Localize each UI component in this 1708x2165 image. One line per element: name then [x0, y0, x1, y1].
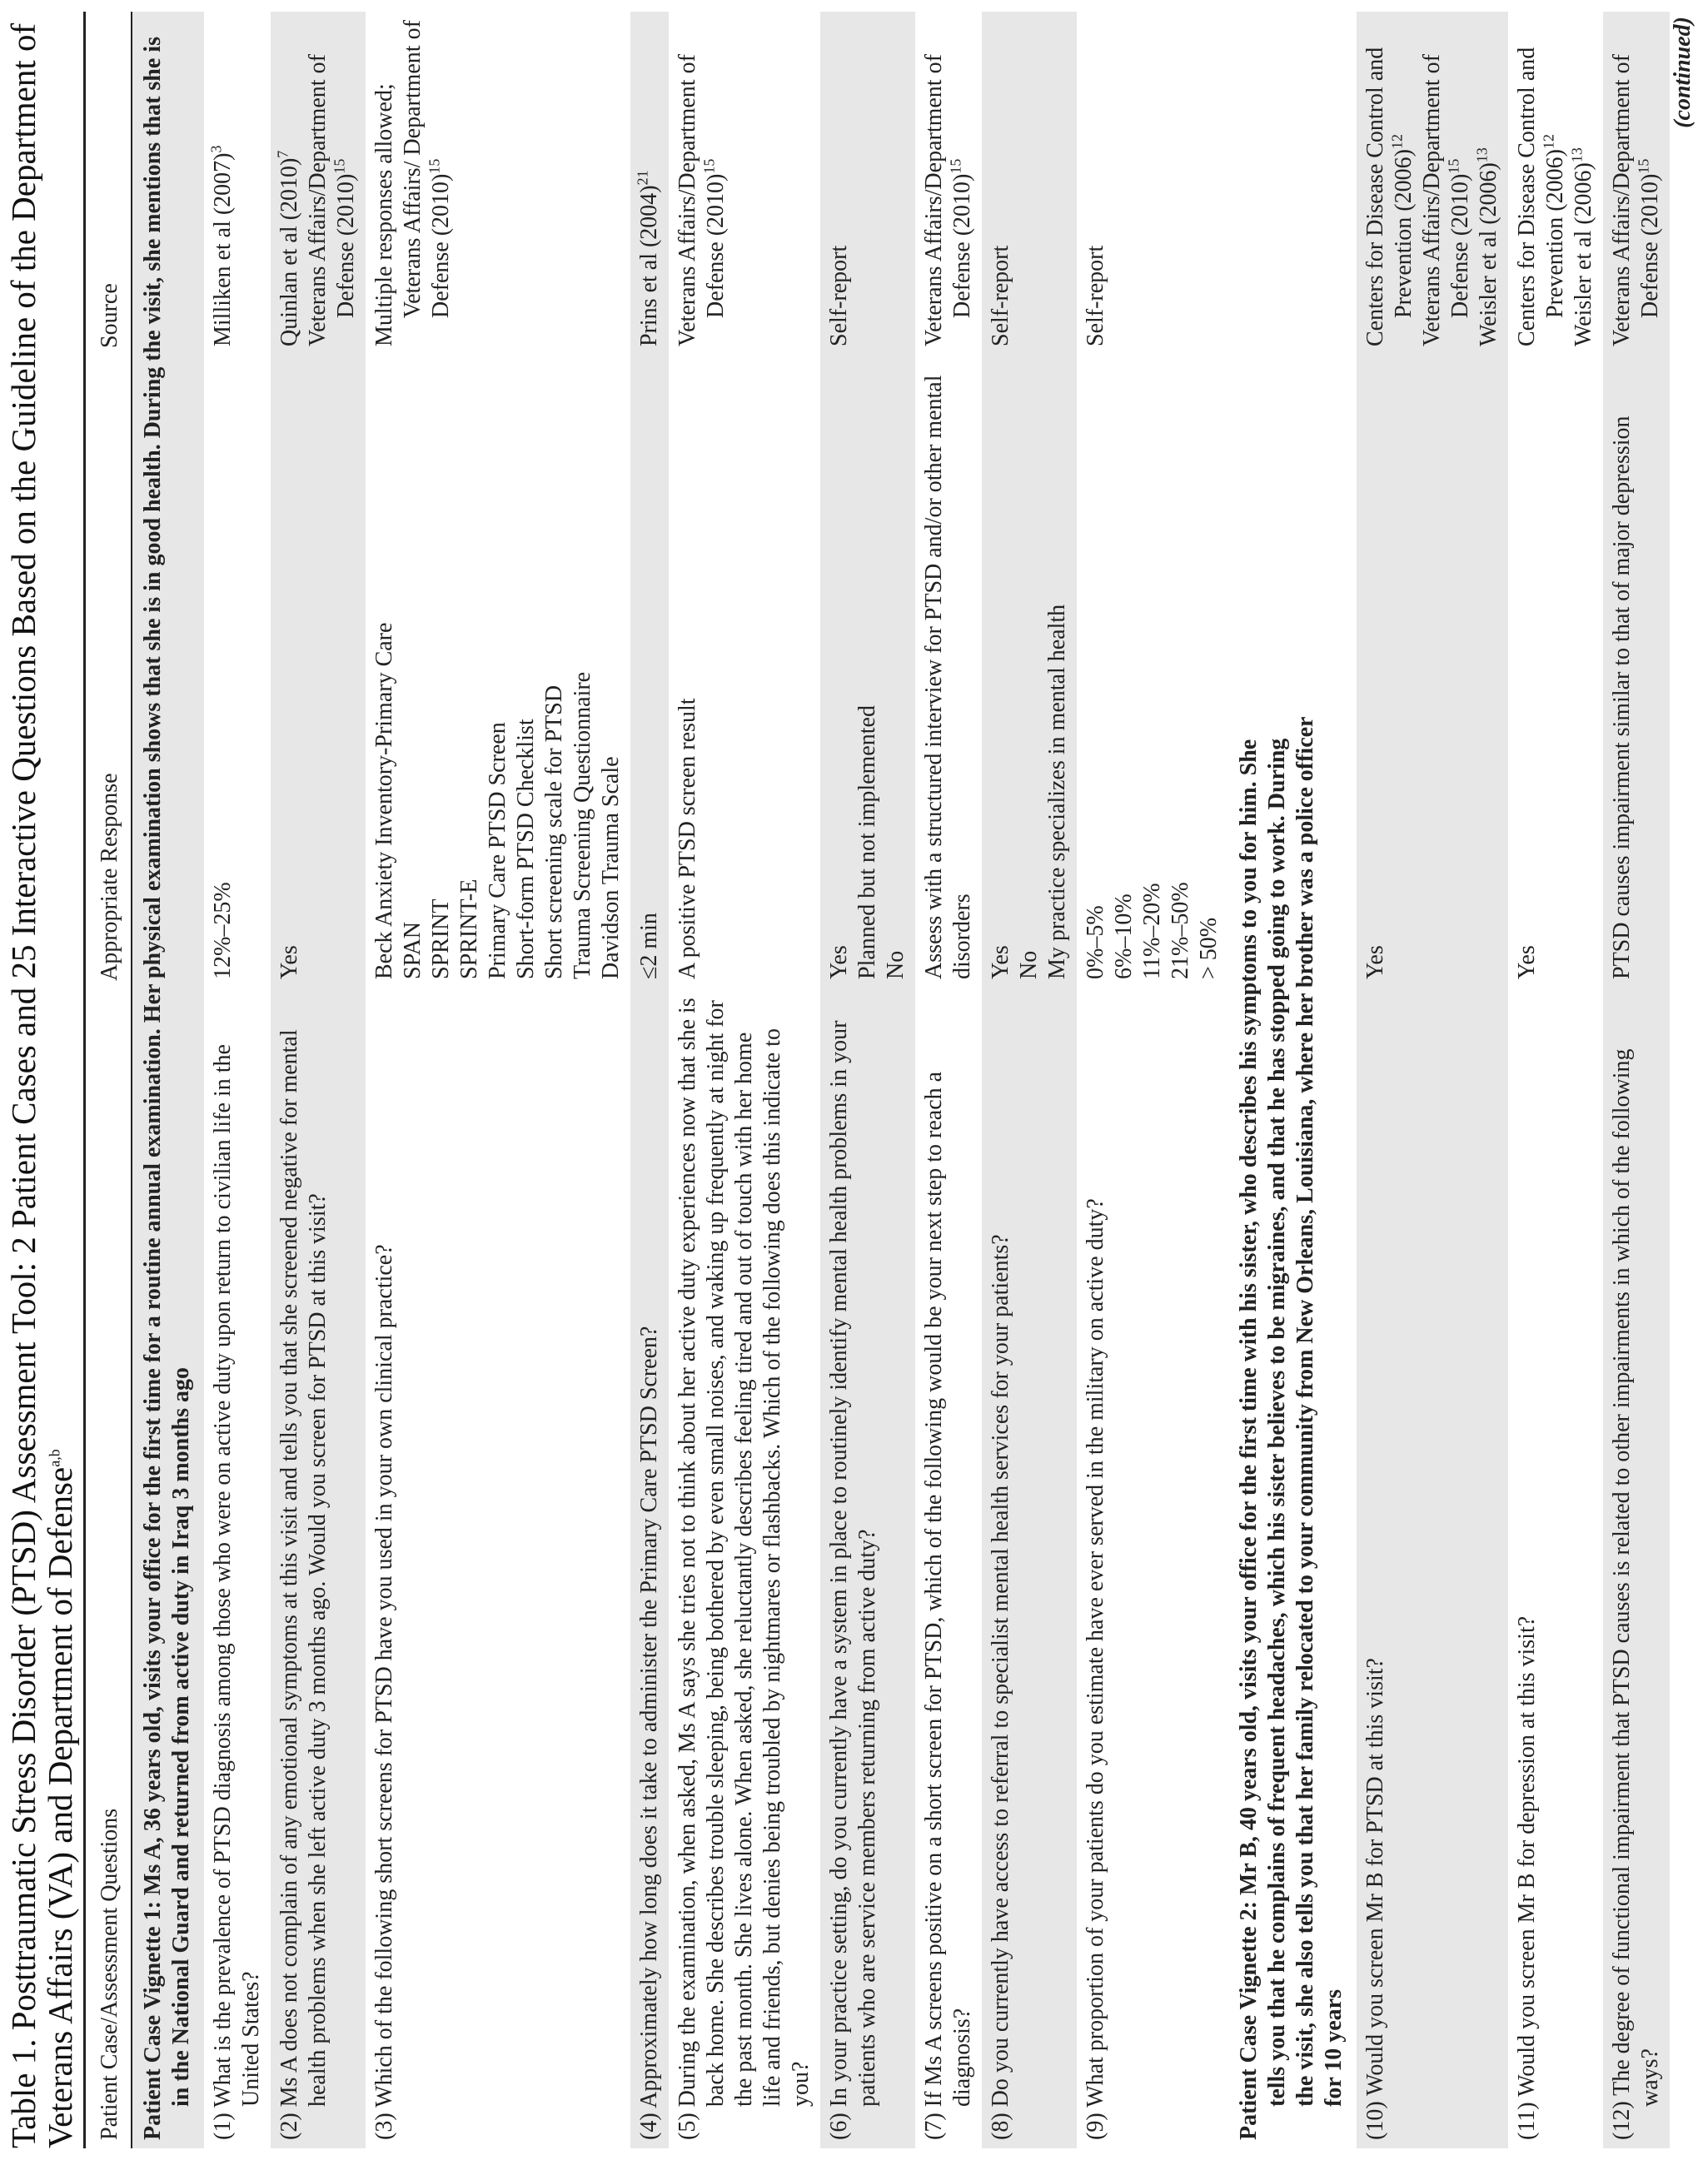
source-citation — [920, 20, 977, 346]
reference-number: 12 — [1388, 134, 1406, 150]
source-cell — [366, 12, 630, 356]
source-citation — [276, 20, 304, 346]
source-text: Weisler et al (2006) — [1571, 162, 1596, 346]
source-citation — [1082, 20, 1110, 346]
source-citation — [1418, 20, 1475, 346]
response-option: Yes — [988, 945, 1013, 979]
response-option: 6%–10% — [1111, 893, 1137, 979]
question-cell — [820, 989, 915, 2148]
question-text: (9) What proportion of your patients do you estimate have ever served in the military on active duty? — [1083, 1198, 1108, 2140]
source-text: Self-report — [1083, 245, 1108, 346]
question-cell — [366, 989, 630, 2148]
source-cell — [915, 12, 982, 356]
question-cell — [915, 989, 982, 2148]
source-citation — [635, 20, 664, 346]
header-response: Appropriate Response — [92, 356, 132, 989]
source-text: Multiple responses allowed; Veterans Affairs/ Department of Defense (2010) — [371, 20, 454, 346]
response-option: No — [883, 950, 909, 979]
table-row — [915, 12, 982, 2148]
question-cell — [982, 989, 1077, 2148]
source-text: Veterans Affairs/Department of Defense (2010) — [1419, 54, 1473, 346]
vignette-2-row — [1228, 12, 1357, 2148]
source-citation — [1513, 20, 1570, 346]
question-cell — [630, 989, 669, 2148]
response-option: Short screening scale for PTSD — [541, 684, 567, 979]
table-row — [366, 12, 630, 2148]
reference-number: 12 — [1540, 134, 1557, 150]
response-cell — [915, 356, 982, 989]
source-text: Prins et al (2004) — [636, 185, 662, 346]
response-option: ≤2 min — [636, 913, 662, 979]
source-citation — [1570, 20, 1598, 346]
source-citation — [1475, 20, 1503, 346]
response-option: Yes — [1514, 945, 1540, 979]
question-text: (3) Which of the following short screens for PTSD have you used in your own clinical practice? — [371, 1244, 397, 2140]
reference-number: 15 — [1635, 158, 1652, 174]
response-cell — [982, 356, 1077, 989]
response-option: Short-form PTSD Checklist — [513, 719, 539, 979]
source-cell — [271, 12, 366, 356]
response-cell — [1077, 356, 1228, 989]
question-cell — [1357, 989, 1508, 2148]
reference-number: 3 — [207, 145, 225, 153]
response-option: SPRINT-E — [456, 878, 482, 979]
question-text: (6) In your practice setting, do you currently have a system in place to routinely identify mental health problems in your patients who are service members returning from active duty? — [826, 1020, 880, 2140]
response-option: Yes — [276, 945, 302, 979]
response-option: PTSD causes impairment similar to that of major depression — [1609, 416, 1635, 979]
continued-label: (continued) — [1670, 17, 1696, 128]
source-cell — [820, 12, 915, 356]
source-cell — [982, 12, 1077, 356]
source-citation — [987, 20, 1015, 346]
table-row — [1603, 12, 1670, 2148]
source-citation — [825, 20, 854, 346]
reference-number: 15 — [1445, 158, 1462, 174]
response-option: Yes — [1362, 945, 1388, 979]
response-option: A positive PTSD screen result — [675, 698, 700, 979]
response-option: 0%–5% — [1083, 905, 1108, 979]
table-row — [204, 12, 271, 2148]
reference-number: 15 — [426, 158, 443, 174]
source-citation — [1362, 20, 1418, 346]
response-option: SPRINT — [428, 898, 454, 979]
vignette-2-text: Patient Case Vignette 2: Mr B, 40 years old, visits your office for the first time with his sister, who describes his symptoms to you for him. She tells you that he complains of frequent headaches, which his sister believes to be migraines, and that he has stopped going to work. During the visit, she also tells you that her family relocated to your community from New Orleans, Louisiana, where her brother was a police officer for 10 years — [1236, 717, 1347, 2140]
source-citation — [371, 20, 456, 346]
table-row — [271, 12, 366, 2148]
question-text: (2) Ms A does not complain of any emotional symptoms at this visit and tells you that she screened negative for mental health problems when she left active duty 3 months ago. Would you screen for PTSD at this visit? — [276, 1029, 331, 2140]
response-option: Trauma Screening Questionnaire — [570, 671, 595, 979]
source-cell — [1603, 12, 1670, 356]
source-text: Veterans Affairs/Department of Defense (2010) — [1609, 54, 1663, 346]
reference-number: 15 — [331, 158, 348, 174]
title-footnote-marks: a,b — [46, 1449, 63, 1467]
table-row — [1077, 12, 1228, 2148]
vignette-1-text: Patient Case Vignette 1: Ms A, 36 years old, visits your office for the first time for a routine annual examination. Her physical examination shows that she is in good health. During the visit, she mentions that she is in the National Guard and returned from active duty in Iraq 3 months ago — [132, 12, 204, 2148]
table-row — [820, 12, 915, 2148]
source-citation — [304, 20, 361, 346]
table-row — [982, 12, 1077, 2148]
header-source: Source — [92, 12, 132, 356]
table-row — [1357, 12, 1508, 2148]
response-cell — [630, 356, 669, 989]
response-option: 21%–50% — [1168, 882, 1193, 979]
reference-number: 15 — [947, 158, 964, 174]
response-cell — [1508, 356, 1603, 989]
reference-number: 21 — [634, 170, 651, 186]
response-option: 12%–25% — [210, 882, 236, 979]
source-text: Centers for Disease Control and Prevention (2006) — [1362, 47, 1417, 346]
source-text: Self-report — [826, 245, 852, 346]
source-text: Milliken et al (2007) — [210, 152, 236, 346]
source-citation — [674, 20, 730, 346]
response-option: > 50% — [1196, 917, 1222, 979]
source-cell — [630, 12, 669, 356]
source-cell — [1077, 12, 1228, 356]
response-option: Primary Care PTSD Screen — [485, 722, 510, 979]
header-row — [92, 12, 132, 2148]
response-option: 11%–20% — [1139, 883, 1165, 979]
source-citation — [209, 20, 237, 346]
source-text: Self-report — [988, 245, 1013, 346]
question-cell — [1077, 989, 1228, 2148]
response-cell — [1603, 356, 1670, 989]
source-text: Weisler et al (2006) — [1476, 162, 1501, 346]
question-cell — [1603, 989, 1670, 2148]
source-text: Quinlan et al (2010) — [276, 157, 302, 346]
reference-number: 13 — [1568, 147, 1586, 163]
question-text: (7) If Ms A screens positive on a short screen for PTSD, which of the following would be your next step to reach a diagnosis? — [921, 1071, 975, 2140]
source-cell — [204, 12, 271, 356]
question-text: (1) What is the prevalence of PTSD diagnosis among those who were on active duty upon return to civilian life in the United States? — [210, 1044, 264, 2140]
question-text: (11) Would you screen Mr B for depression at this visit? — [1514, 1615, 1540, 2140]
question-text: (5) During the examination, when asked, Ms A says she tries not to think about her active duty experiences now that she is back home. She describes trouble sleeping, being bothered by even small noises, and waking up frequently at night for the past month. She lives alone. When asked, she reluctantly describes feeling tired and out of touch with her home life and friends, but denies being troubled by nightmares or flashbacks. Which of the following does this indicate to you? — [675, 998, 814, 2140]
question-cell — [1508, 989, 1603, 2148]
source-text: Centers for Disease Control and Prevention (2006) — [1514, 47, 1568, 346]
response-cell — [669, 356, 820, 989]
reference-number: 15 — [700, 158, 718, 174]
source-cell — [1508, 12, 1603, 356]
response-cell — [820, 356, 915, 989]
response-option: My practice specializes in mental health — [1044, 604, 1070, 979]
response-cell — [271, 356, 366, 989]
source-citation — [1608, 20, 1665, 346]
vignette-1-row — [132, 12, 204, 2148]
question-cell — [271, 989, 366, 2148]
table-row — [630, 12, 669, 2148]
question-text: (4) Approximately how long does it take to administer the Primary Care PTSD Screen? — [636, 1326, 662, 2140]
table-row — [669, 12, 820, 2148]
reference-number: 7 — [274, 150, 291, 158]
table-row — [1508, 12, 1603, 2148]
question-cell — [669, 989, 820, 2148]
response-cell — [204, 356, 271, 989]
response-option: SPAN — [400, 921, 426, 979]
response-option: Beck Anxiety Inventory-Primary Care — [371, 622, 397, 979]
response-option: Planned but not implemented — [854, 705, 880, 979]
question-text: (10) Would you screen Mr B for PTSD at this visit? — [1362, 1658, 1388, 2140]
response-option: Yes — [826, 945, 852, 979]
ptsd-assessment-table — [92, 12, 1670, 2148]
reference-number: 13 — [1473, 147, 1491, 163]
question-text: (12) The degree of functional impairment that PTSD causes is related to other impairments in which of the following ways? — [1609, 1048, 1663, 2140]
question-text: (8) Do you currently have access to referral to specialist mental health services for your patients? — [988, 1234, 1013, 2140]
response-option: No — [1016, 950, 1042, 979]
source-cell — [1357, 12, 1508, 356]
source-text: Veterans Affairs/Department of Defense (2010) — [675, 54, 729, 346]
response-cell — [366, 356, 630, 989]
source-text: Veterans Affairs/Department of Defense (2010) — [305, 54, 359, 346]
response-cell — [1357, 356, 1508, 989]
source-cell — [669, 12, 820, 356]
response-option: Assess with a structured interview for PTSD and/or other mental disorders — [921, 375, 975, 979]
header-questions: Patient Case/Assessment Questions — [92, 989, 132, 2148]
question-cell — [204, 989, 271, 2148]
table-title: Table 1. Posttraumatic Stress Disorder (PTSD) Assessment Tool: 2 Patient Cases and 25 Interactive Questions Based on the Guideline of the Department of Veterans Affairs (VA) and Department of Defense$^{a,b}$ — [5, 12, 86, 2148]
source-text: Veterans Affairs/Department of Defense (2010) — [921, 54, 975, 346]
response-option: Davidson Trauma Scale — [598, 756, 624, 979]
